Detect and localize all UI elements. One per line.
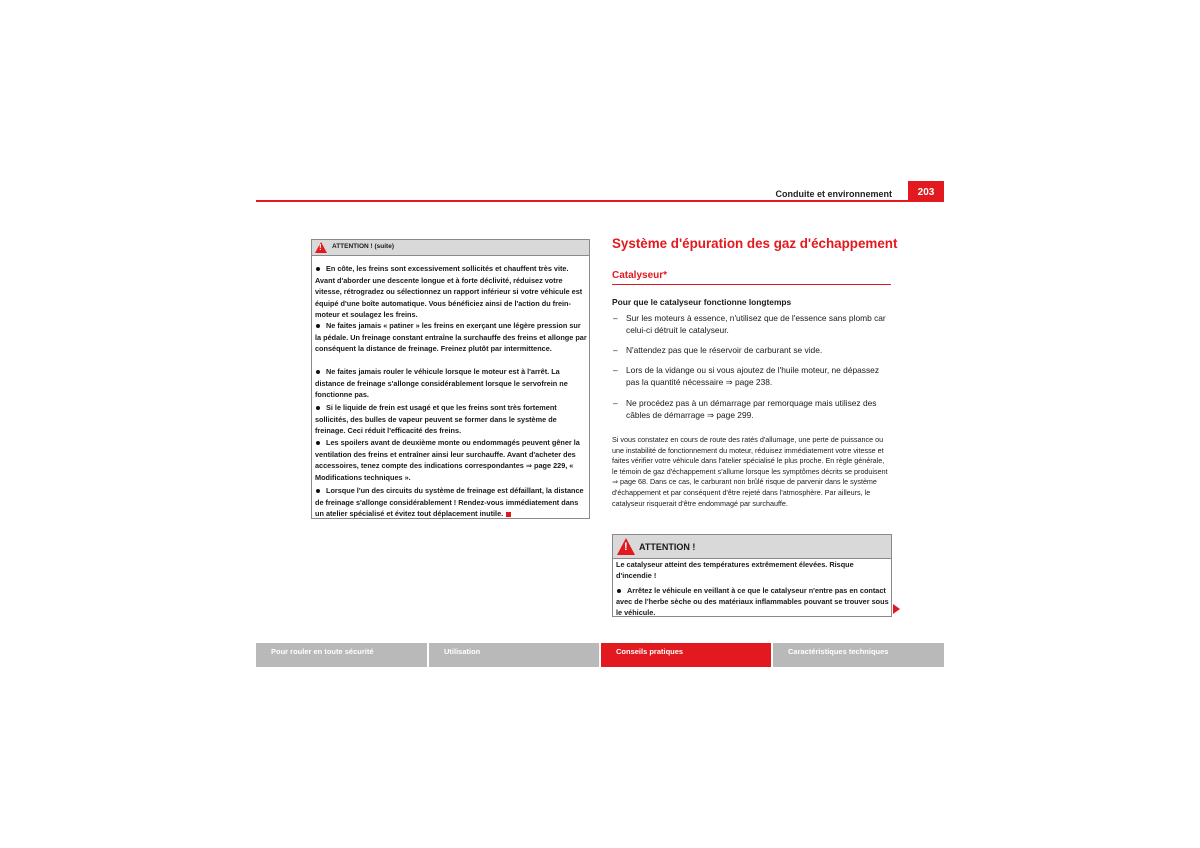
tab-securite[interactable]: Pour rouler en toute sécurité xyxy=(256,643,427,667)
lead-heading: Pour que le catalyseur fonctionne longtemps xyxy=(612,297,792,307)
bullet-icon xyxy=(316,324,320,328)
bullet-icon xyxy=(316,406,320,410)
warning-header xyxy=(312,240,589,256)
list-item: – Sur les moteurs à essence, n'utilisez que de l'essence sans plomb car celui-ci détruit le catalyseur. xyxy=(613,313,886,336)
section-title: Système d'épuration des gaz d'échappement xyxy=(612,236,898,251)
warning-item: Ne faites jamais rouler le véhicule lorsque le moteur est à l'arrêt. La distance de freinage s'allonge considérablement lorsque le servofrein ne fonctionne pas. xyxy=(315,367,568,399)
tab-caracteristiques-techniques[interactable]: Caractéristiques techniques xyxy=(773,643,944,667)
body-paragraph: Si vous constatez en cours de route des ratés d'allumage, une perte de puissance ou une instabilité de fonctionnement du moteur, réduisez immédiatement votre vitesse et faites vérifier votre véhicule dans l'atelier spécialisé le plus proche. En règle générale, le témoin de gaz d'échappement s'allume lorsque les symptômes décrits se produisent ⇒ page 68. Dans ce cas, le carburant non brûlé risque de parvenir dans le système d'échappement et par conséquent d'être rejeté dans l'atmosphère. Par ailleurs, le catalyseur risquerait d'être endommagé par surchauffe. xyxy=(612,435,888,508)
warning-triangle-icon xyxy=(617,538,635,555)
subsection-title: Catalyseur* xyxy=(612,270,668,281)
warning-box xyxy=(612,534,892,617)
bullet-icon xyxy=(316,489,320,493)
warning-item: Les spoilers avant de deuxième monte ou endommagés peuvent gêner la ventilation des freins et entraîner ainsi leur surchauffe. Avant d'acheter des accessoires, tenez compte des indications correspondantes ⇒ page 229, « Modifications techniques ». xyxy=(315,438,580,482)
warning-item: Lorsque l'un des circuits du système de freinage est défaillant, la distance de freinage s'allonge considérablement ! Rendez-vous immédiatement dans un atelier spécialisé et évitez tout déplacement inutile. xyxy=(315,486,584,518)
tab-conseils-pratiques[interactable]: Conseils pratiques xyxy=(601,643,771,667)
warning-box-continued xyxy=(311,239,590,519)
list-item: – Lors de la vidange ou si vous ajoutez de l'huile moteur, ne dépassez pas la quantité nécessaire ⇒ page 238. xyxy=(613,365,880,388)
warning-item: Ne faites jamais « patiner » les freins en exerçant une légère pression sur la pédale. Un freinage constant entraîne la surchauffe des freins et allonge par conséquent la distance de freinage. Freinez plutôt par intermittence. xyxy=(315,321,587,353)
warning-triangle-icon xyxy=(315,242,327,253)
list-item: – Ne procédez pas à un démarrage par remorquage mais utilisez des câbles de démarrage ⇒ page 299. xyxy=(613,398,877,421)
warning-title: ATTENTION ! xyxy=(639,542,696,552)
end-of-section-icon xyxy=(506,512,511,517)
bullet-icon xyxy=(316,441,320,445)
bullet-icon xyxy=(617,589,621,593)
bullet-icon xyxy=(316,370,320,374)
warning-header xyxy=(613,535,891,559)
warning-item: En côte, les freins sont excessivement sollicités et chauffent très vite. Avant d'aborder une descente longue et à forte déclivité, réduisez votre vitesse, rétrogradez ou sélectionnez un rapport inférieur si votre véhicule est équipé d'une boîte automatique. Vous bénéficiez ainsi de l'action du frein-moteur et soulagez les freins. xyxy=(315,264,583,319)
header-rule xyxy=(256,200,944,202)
page-number: 203 xyxy=(908,181,944,201)
subsection-rule xyxy=(612,284,891,285)
warning-item: Si le liquide de frein est usagé et que les freins sont très fortement sollicités, des bulles de vapeur peuvent se former dans le système de freinage. Ceci réduit l'efficacité des freins. xyxy=(315,403,557,435)
tab-utilisation[interactable]: Utilisation xyxy=(429,643,599,667)
continue-arrow-icon xyxy=(893,604,900,614)
running-title: Conduite et environnement xyxy=(775,189,892,199)
warning-title: ATTENTION ! (suite) xyxy=(332,243,394,250)
warning-item: Arrêtez le véhicule en veillant à ce que le catalyseur n'entre pas en contact avec de l'herbe sèche ou des matériaux inflammables pouvant se trouver sous le véhicule. xyxy=(616,586,889,617)
list-item: – N'attendez pas que le réservoir de carburant se vide. xyxy=(613,345,823,355)
bullet-icon xyxy=(316,267,320,271)
warning-intro: Le catalyseur atteint des températures extrêmement élevées. Risque d'incendie ! xyxy=(616,560,854,580)
